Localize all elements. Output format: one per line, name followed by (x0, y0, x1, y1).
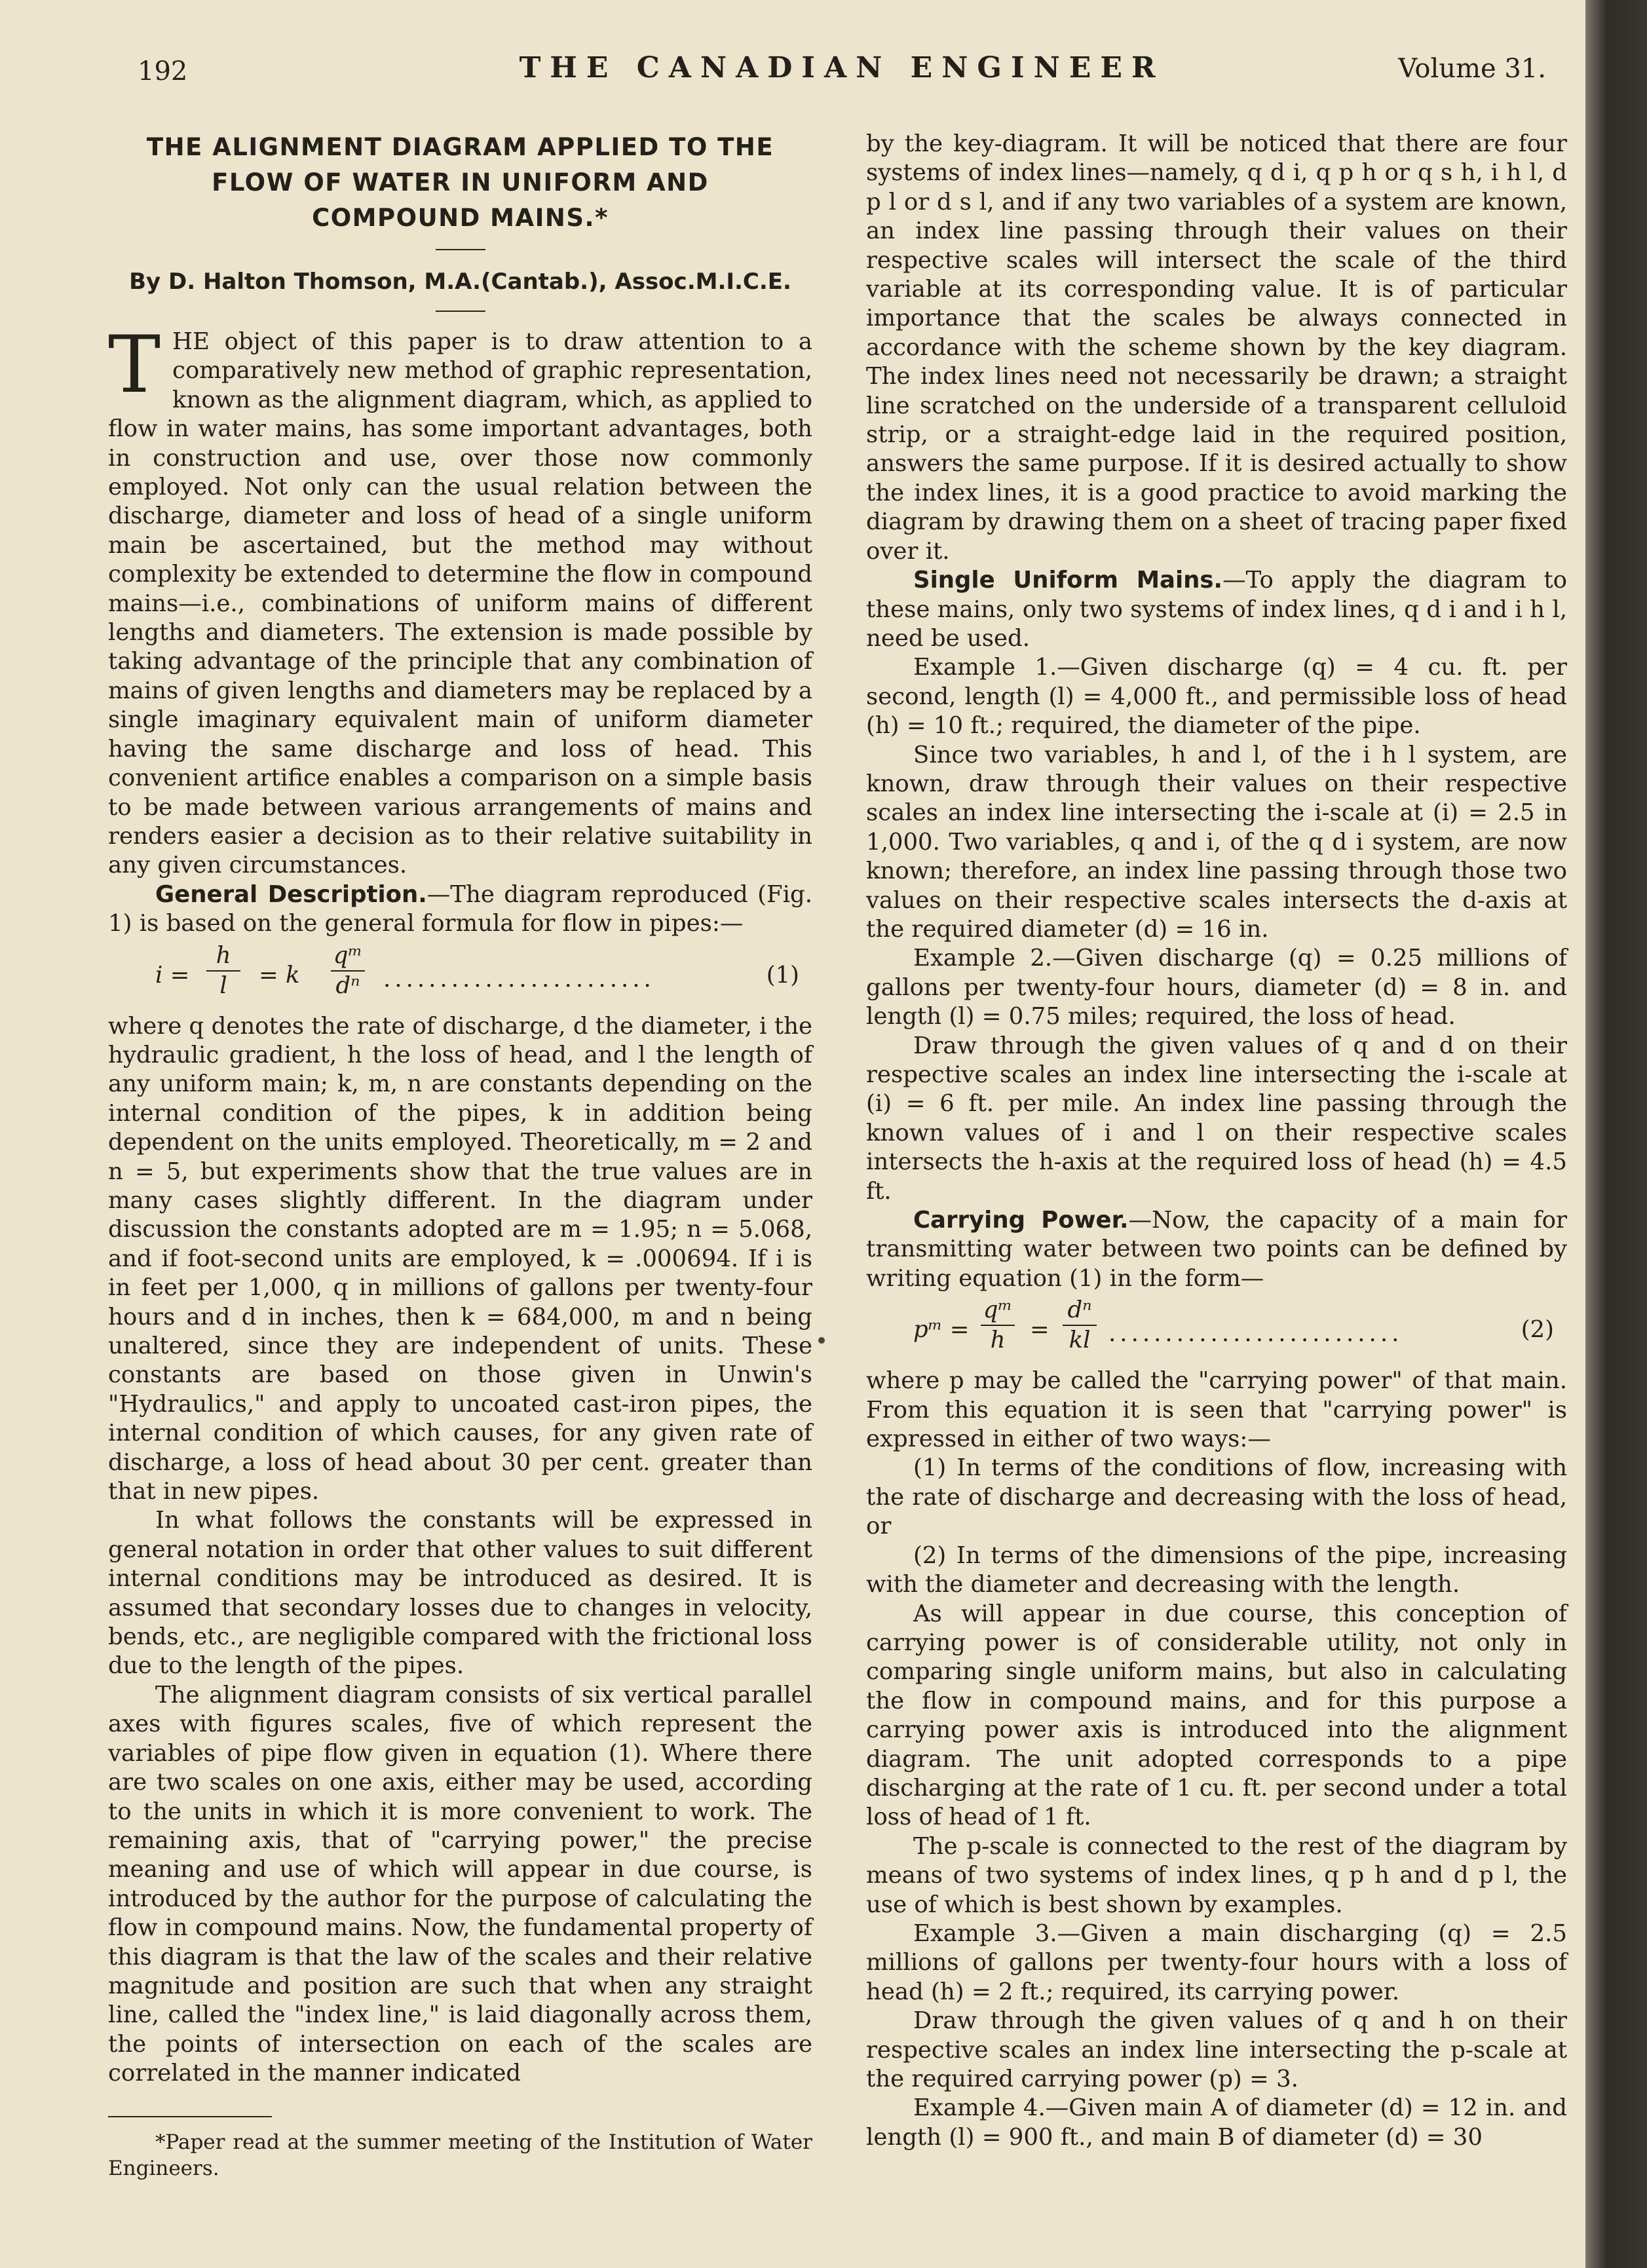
alignment-paragraph: The alignment diagram consists of six vertical parallel axes with figures scales, five of which represent the variables of pipe flow given in equation (1). Where there are two scales on one axis, either may be used, according to the units in which it is more convenient to work. The remaining axis, that of "carrying power," the precise meaning and use of which will appear in due course, is introduced by the author for the purpose of calculating the flow in compound mains. Now, the fundamental property of this diagram is that the law of the scales and their relative magnitude and position are such that when any straight line, called the "index line," is laid diagonally across them, the points of intersection on each of the scales are correlated in the manner indicated (108, 1681, 812, 2087)
example-1-solution: Since two variables, h and l, of the i h l system, are known, draw through their values on their respective scales an index line intersecting the i-scale at (i) = 2.5 in 1,000. Two variables, q and i, of the q d i system, are now known; therefore, an index line passing through those two values on their respective scales intersects the d-axis at the required diameter (d) = 16 in. (866, 741, 1567, 943)
carrying-power-paragraph (866, 1206, 1567, 1293)
intro-text: HE object of this paper is to draw attention to a comparatively new method of graphic representation, known as the alignment diagram, which, as applied to flow in water mains, has some important advantages, both in construction and use, over those now commonly employed. Not only can the usual relation between the discharge, diameter and loss of head of a single uniform main be ascertained, but the method may without complexity be extended to determine the flow in compound mains—i.e., combinations of uniform mains of different lengths and diameters. The extension is made possible by taking advantage of the principle that any combination of mains of given lengths and diameters may be replaced by a single imaginary equivalent main of uniform diameter having the same discharge and loss of head. This convenient artifice enables a comparison on a simple basis to be made between various arrangements of mains and renders easier a decision as to their relative suitability in any given circumstances. (108, 328, 812, 879)
key-diagram-paragraph: by the key-diagram. It will be noticed that there are four systems of index lines—namely, q d i, q p h or q s h, i h l, d p l or d s l, and if any two variables of a system are known, an index line passing through their values on their respective scales will intersect the scale of the third variable at its corresponding value. It is of particular importance that the scales be always connected in accordance with the scheme shown by the key diagram. The index lines need not necessarily be drawn; a straight line scratched on the underside of a transparent celluloid strip, or a straight-edge laid in the required position, answers the same purpose. If it is desired actually to show the index lines, it is a good practice to avoid marking the diagram by drawing them on a sheet of tracing paper fixed over it. (866, 130, 1567, 565)
eq1-numerator-h: h (216, 941, 231, 969)
eq1-lhs: i = (155, 961, 190, 989)
title-divider (436, 249, 485, 250)
eq1-denominator-d: dⁿ (335, 972, 360, 999)
p-scale-paragraph: The p-scale is connected to the rest of the diagram by means of two systems of index lines, q p h and d p l, the use of which is best shown by examples. (866, 1832, 1567, 1918)
article-title-line1: THE ALIGNMENT DIAGRAM APPLIED TO THE (146, 133, 774, 161)
where-paragraph: where q denotes the rate of discharge, d the diameter, i the hydraulic gradient, h the loss of head, and l the length of any uniform main; k, m, n are constants depending on the internal condition of the pipes, k in addition being dependent on the units employed. Theoretically, m = 2 and n = 5, but experiments show that the true values are in many cases slightly different. In the diagram under discussion the constants adopted are m = 1.95; n = 5.068, and if foot-second units are employed, k = .000694. If i is in feet per 1,000, q in millions of gallons per twenty-four hours and d in inches, then k = 684,000, m and n being unaltered, since they are independent of units. These constants are based on those given in Unwin's "Hydraulics," and apply to uncoated cast-iron pipes, the internal condition of which causes, for any given rate of discharge, a loss of head about 30 per cent. greater than that in new pipes. (108, 1012, 812, 1505)
intro-paragraph (108, 320, 812, 880)
general-description-paragraph (108, 880, 812, 939)
right-column (866, 130, 1567, 2152)
example-2-solution: Draw through the given values of q and d on their respective scales an index line intersecting the i-scale at (i) = 6 ft. per mile. An index line passing through the known values of i and l on their respective scales intersects the h-axis at the required loss of head (h) = 4.5 ft. (866, 1032, 1567, 1205)
article-title-line2: FLOW OF WATER IN UNIFORM AND (212, 168, 709, 197)
single-mains-text: —To apply the diagram to these mains, only two systems of index lines, q d i and i h l, need be used. (866, 567, 1568, 652)
general-description-heading: General Description. (155, 880, 427, 908)
eq2-denominator-h: h (990, 1327, 1006, 1354)
eq2-fraction-d-kl (1063, 1297, 1097, 1353)
example-3-solution: Draw through the given values of q and h on their respective scales an index line intersecting the p-scale at the required carrying power (p) = 3. (866, 2007, 1567, 2092)
page-edge-shadow (1585, 0, 1647, 2268)
item-2: (2) In terms of the dimensions of the pipe, increasing with the diameter and decreasing with the length. (866, 1541, 1567, 1598)
footnote: *Paper read at the summer meeting of the Institution of Water Engineers. (108, 2130, 812, 2180)
equation-2 (866, 1297, 1567, 1363)
eq1-number: (1) (766, 961, 799, 989)
eq1-equals-k: = k (259, 961, 300, 989)
article-title-line3: COMPOUND MAINS.* (312, 204, 609, 232)
single-mains-heading: Single Uniform Mains. (913, 567, 1223, 594)
eq2-lhs: pᵐ = (913, 1316, 970, 1344)
eq1-fraction-q-d (331, 943, 365, 999)
eq1-denominator-l: l (219, 972, 227, 999)
eq2-denominator-kl: kl (1069, 1327, 1091, 1354)
eq2-numerator-q: qᵐ (983, 1296, 1013, 1324)
where-p-paragraph: where p may be called the "carrying power" of that main. From this equation it is seen that "carrying power" is expressed in either of two ways:— (866, 1367, 1567, 1453)
item-1: (1) In terms of the conditions of flow, increasing with the rate of discharge and decreasing with the loss of head, or (866, 1454, 1567, 1540)
general-description-text: —The diagram reproduced (Fig. 1) is based on the general formula for flow in pipes:— (108, 880, 812, 937)
eq2-numerator-d: dⁿ (1067, 1296, 1092, 1324)
example-2: Example 2.—Given discharge (q) = 0.25 millions of gallons per twenty-four hours, diameter (d) = 8 in. and length (l) = 0.75 miles; required, the loss of head. (866, 945, 1567, 1030)
example-4: Example 4.—Given main A of diameter (d) = 12 in. and length (l) = 900 ft., and main B of diameter (d) = 30 (866, 2094, 1567, 2151)
volume-label: Volume 31. (1398, 54, 1546, 84)
journal-title: THE CANADIAN ENGINEER (519, 51, 1165, 85)
eq2-leader-dots: .......................... (1108, 1320, 1403, 1348)
eq2-equals: = (1030, 1316, 1050, 1344)
eq2-number: (2) (1521, 1316, 1554, 1344)
eq1-leader-dots: ........................ (383, 965, 655, 992)
example-3: Example 3.—Given a main discharging (q) = 2.5 millions of gallons per twenty-four hours with a loss of head (h) = 2 ft.; required, its carrying power. (866, 1919, 1567, 2005)
footnote-divider (108, 2116, 272, 2117)
running-head (138, 47, 1546, 93)
follows-paragraph: In what follows the constants will be expressed in general notation in order that other values to suit different internal conditions may be introduced as desired. It is assumed that secondary losses due to changes in velocity, bends, etc., are negligible compared with the frictional loss due to the length of the pipes. (108, 1507, 812, 1680)
conception-paragraph: As will appear in due course, this conception of carrying power is of considerable utility, not only in comparing single uniform mains, but also in calculating the flow in compound mains, and for this purpose a carrying power axis is introduced into the alignment diagram. The unit adopted corresponds to a pipe discharging at the rate of 1 cu. ft. per second under a total loss of head of 1 ft. (866, 1600, 1567, 1831)
eq1-numerator-q: qᵐ (333, 941, 363, 969)
single-mains-paragraph (866, 566, 1567, 653)
equation-1 (108, 943, 812, 1008)
byline-divider (436, 311, 485, 312)
drop-cap: T (108, 320, 161, 411)
example-1: Example 1.—Given discharge (q) = 4 cu. ft. per second, length (l) = 4,000 ft., and permissible loss of head (h) = 10 ft.; required, the diameter of the pipe. (866, 654, 1567, 740)
eq1-fraction-h-l (206, 943, 240, 999)
carrying-power-text: —Now, the capacity of a main for transmitting water between two points can be defined by writing equation (1) in the form— (866, 1207, 1567, 1292)
carrying-power-heading: Carrying Power. (913, 1207, 1129, 1234)
left-column (108, 130, 812, 2182)
binding-dot (818, 1337, 825, 1344)
page-number: 192 (138, 56, 188, 86)
eq2-fraction-q-h (981, 1297, 1015, 1353)
byline: By D. Halton Thomson, M.A.(Cantab.), Assoc.M.I.C.E. (129, 269, 791, 295)
